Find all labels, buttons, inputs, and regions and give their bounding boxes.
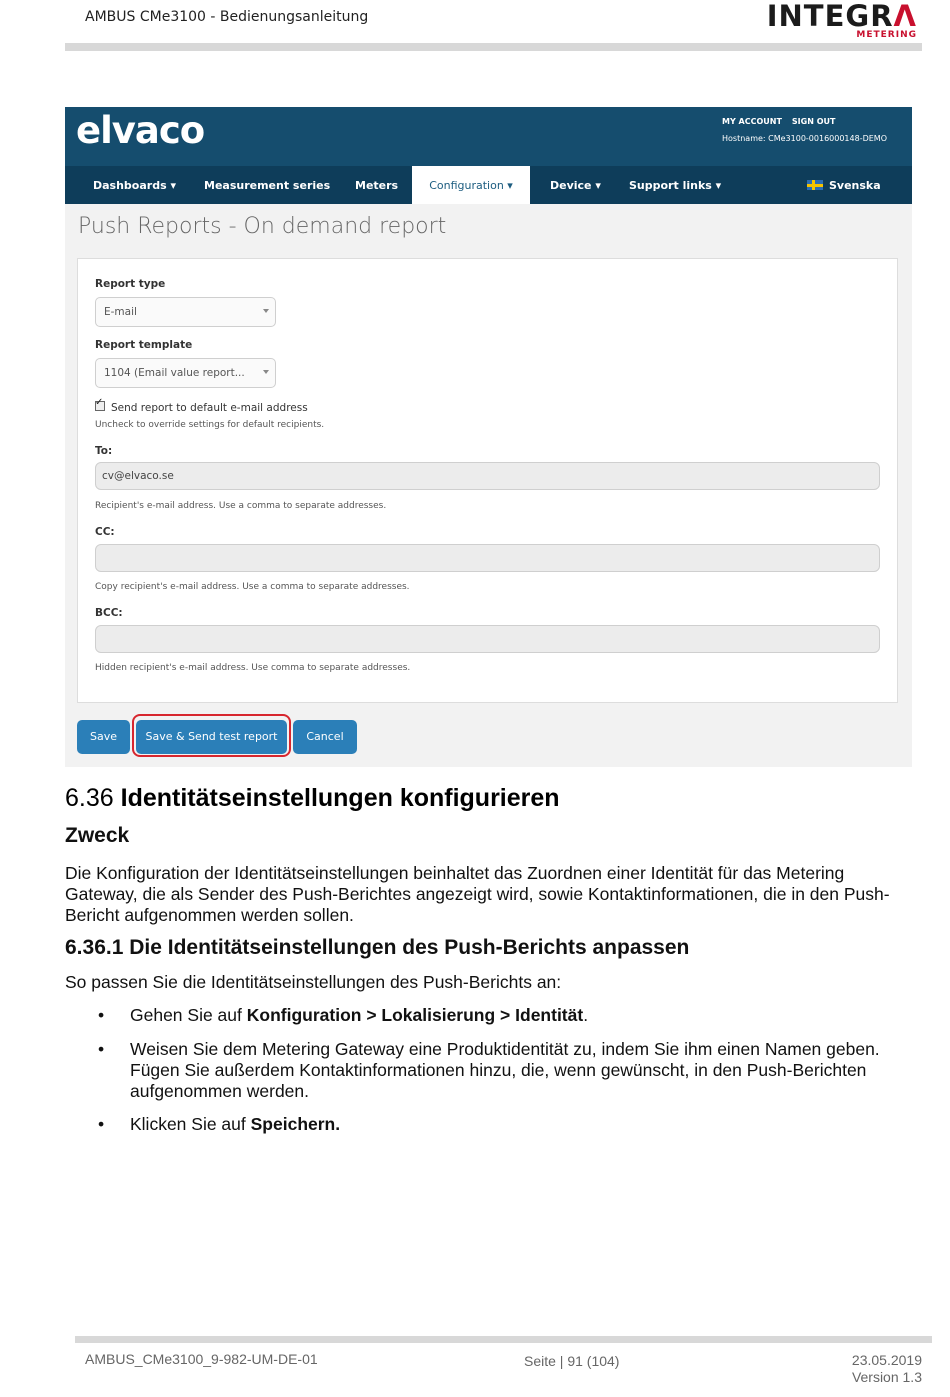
report-type-label: Report type: [95, 278, 166, 290]
nav-support-links[interactable]: Support links ▾: [629, 179, 722, 192]
bcc-help-text: Hidden recipient's e-mail address. Use comma to separate addresses.: [95, 663, 411, 673]
default-email-checkbox-label: Send report to default e-mail address: [111, 402, 308, 414]
to-help-text: Recipient's e-mail address. Use a comma to separate addresses.: [95, 501, 387, 511]
save-send-test-report-button[interactable]: Save & Send test report: [136, 720, 287, 754]
bullet-icon: •: [98, 1005, 105, 1025]
nav-device[interactable]: Device ▾: [550, 179, 601, 192]
nav-language[interactable]: [807, 166, 881, 204]
hostname: Hostname: CMe3100-0016000148-DEMO: [722, 134, 887, 143]
menu-path-separator: >: [361, 1005, 382, 1025]
purpose-heading: Zweck: [65, 824, 130, 847]
save-instruction: Speichern.: [250, 1114, 341, 1134]
list-item-text: Gehen Sie auf: [130, 1005, 247, 1025]
section-heading: [65, 784, 560, 813]
report-type-select[interactable]: [95, 297, 276, 327]
footer-divider: [75, 1336, 932, 1343]
menu-path-identity: Identität: [515, 1005, 584, 1025]
section-number: 6.36: [65, 784, 114, 812]
bcc-field[interactable]: [95, 625, 880, 653]
section-title: Identitätseinstellungen konfigurieren: [120, 784, 560, 812]
elvaco-logo: elvaco: [76, 109, 205, 152]
report-form-panel: [77, 258, 898, 703]
list-item: [130, 1114, 920, 1135]
header-divider: [65, 43, 922, 51]
purpose-paragraph: Die Konfiguration der Identitätseinstellungen beinhaltet das Zuordnen einer Identität für das Metering Gateway, die als Sender des Push-Berichtes angezeigt wird, sowie Kontaktinformationen, die in den Push-Bericht aufgenommen werden sollen.: [65, 863, 890, 925]
report-type-value: E-mail: [104, 306, 137, 318]
nav-meters[interactable]: Meters: [355, 179, 399, 192]
swedish-flag-icon: [807, 180, 823, 190]
list-item: [130, 1005, 920, 1026]
document-date: 23.05.2019: [851, 1352, 922, 1368]
logo-text: INTEGR: [766, 0, 894, 33]
cancel-button[interactable]: Cancel: [293, 720, 357, 754]
menu-path-configuration: Konfiguration: [246, 1005, 362, 1025]
intro-text: So passen Sie die Identitätseinstellungen des Push-Berichts an:: [65, 972, 562, 992]
document-version: Version 1.3: [851, 1369, 922, 1385]
default-email-checkbox-row[interactable]: [95, 401, 308, 414]
ui-screenshot: [65, 107, 912, 767]
integra-metering-logo: [767, 0, 917, 40]
nav-measurement-series[interactable]: Measurement series: [204, 179, 331, 192]
save-button[interactable]: Save: [77, 720, 130, 754]
dropdown-caret-icon: [263, 370, 269, 374]
nav-configuration[interactable]: Configuration ▾: [412, 166, 530, 204]
report-template-label: Report template: [95, 339, 193, 351]
subsection-heading: 6.36.1 Die Identitätseinstellungen des Push-Berichts anpassen: [65, 936, 690, 959]
sign-out-link[interactable]: SIGN OUT: [791, 117, 836, 126]
language-label: Svenska: [829, 179, 881, 192]
bullet-icon: •: [98, 1039, 105, 1059]
account-links: [722, 117, 845, 126]
cc-label: CC:: [95, 526, 115, 538]
to-field[interactable]: cv@elvaco.se: [95, 462, 880, 490]
bullet-icon: •: [98, 1114, 105, 1134]
checkbox-help-text: Uncheck to override settings for default recipients.: [95, 420, 325, 430]
report-template-select[interactable]: [95, 358, 276, 388]
my-account-link[interactable]: MY ACCOUNT: [722, 117, 782, 126]
cc-help-text: Copy recipient's e-mail address. Use a comma to separate addresses.: [95, 582, 410, 592]
top-bar: [65, 107, 912, 166]
report-template-value: 1104 (Email value report...: [104, 367, 245, 379]
logo-accent: Λ: [893, 0, 917, 33]
list-item-text: Klicken Sie auf: [130, 1114, 251, 1134]
logo-subtitle: METERING: [856, 30, 917, 40]
list-item-text: .: [583, 1005, 589, 1025]
default-email-checkbox[interactable]: [95, 401, 105, 411]
menu-path-separator: >: [495, 1005, 516, 1025]
to-label: To:: [95, 445, 113, 457]
main-nav: [65, 166, 912, 204]
document-title: AMBUS CMe3100 - Bedienungsanleitung: [85, 9, 369, 25]
nav-dashboards[interactable]: Dashboards ▾: [93, 179, 176, 192]
menu-path-localization: Lokalisierung: [381, 1005, 496, 1025]
cc-field[interactable]: [95, 544, 880, 572]
page-number: Seite | 91 (104): [524, 1353, 620, 1369]
list-item: Weisen Sie dem Metering Gateway eine Produktidentität zu, indem Sie ihm einen Namen geben. Fügen Sie außerdem Kontaktinformationen hinzu, die, wenn gewünscht, in den Push-Berichten aufgenommen werden.: [130, 1039, 880, 1101]
highlight-frame: [132, 714, 291, 757]
document-id: AMBUS_CMe3100_9-982-UM-DE-01: [85, 1351, 318, 1367]
bcc-label: BCC:: [95, 607, 123, 619]
dropdown-caret-icon: [263, 309, 269, 313]
page-heading: Push Reports - On demand report: [78, 214, 447, 239]
